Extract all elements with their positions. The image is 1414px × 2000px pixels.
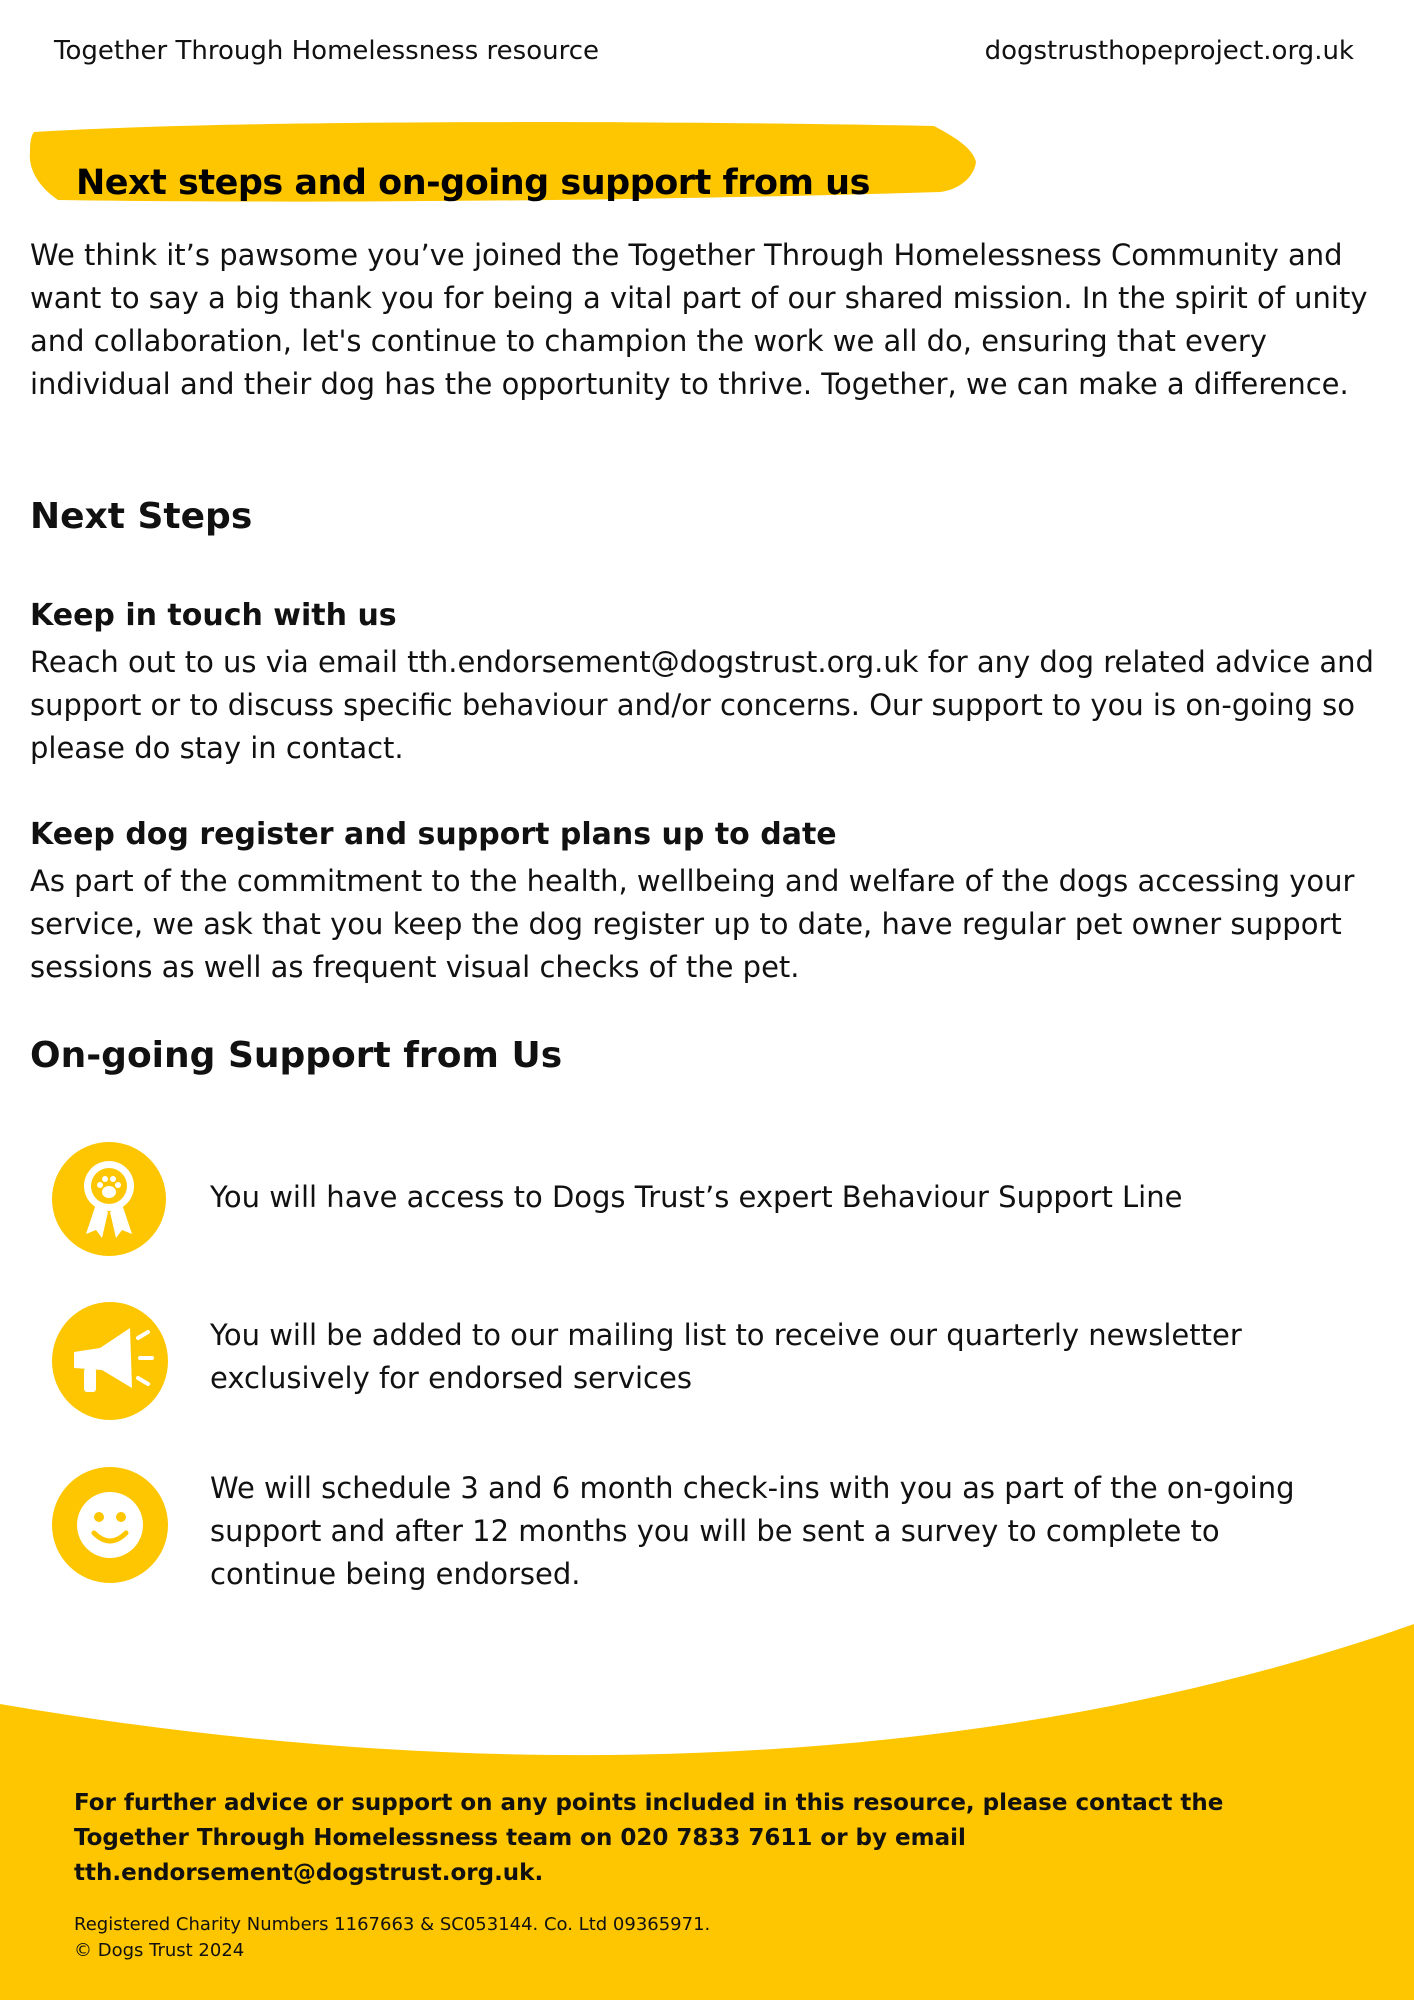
footer-legal-info: [74, 1912, 710, 1964]
dog-register-heading: Keep dog register and support plans up to date: [30, 817, 837, 852]
charity-registration-text: Registered Charity Numbers 1167663 & SC053144. Co. Ltd 09365971.: [74, 1914, 711, 1935]
support-text-behaviour-line: You will have access to Dogs Trust’s expert Behaviour Support Line: [210, 1180, 1183, 1214]
support-text-mailing-list: You will be added to our mailing list to receive our quarterly newsletter exclusively for endorsed services: [210, 1318, 1242, 1395]
header-website-link[interactable]: dogstrusthopeproject.org.uk: [984, 36, 1354, 66]
keep-in-touch-text: Reach out to us via email tth.endorsement@dogstrust.org.uk for any dog related advice and support or to discuss specific behaviour and/or concerns. Our support to you is on-going so please do stay in contact.: [30, 645, 1374, 765]
megaphone-icon: [52, 1302, 168, 1420]
keep-in-touch-heading: Keep in touch with us: [30, 598, 397, 633]
smiley-face-icon: [52, 1467, 168, 1583]
ongoing-support-heading: On-going Support from Us: [30, 1035, 563, 1076]
award-rosette-paw-icon: [52, 1142, 166, 1256]
footer-contact-info: For further advice or support on any points included in this resource, please contact the Together Through Homelessness team on 020 7833 7611 or by email tth.endorsement@dogstrust.org.uk.: [74, 1790, 1224, 1886]
page-title: Next steps and on-going support from us: [76, 163, 870, 204]
intro-paragraph: We think it’s pawsome you’ve joined the Together Through Homelessness Community and want to say a big thank you for being a vital part of our shared mission. In the spirit of unity and collaboration, let's continue to champion the work we all do, ensuring that every individual and their dog has the opportunity to thrive. Together, we can make a difference.: [30, 238, 1368, 401]
header-resource-title: Together Through Homelessness resource: [54, 36, 599, 66]
support-text-check-ins: We will schedule 3 and 6 month check-ins with you as part of the on-going support and after 12 months you will be sent a survey to complete to continue being endorsed.: [210, 1471, 1295, 1591]
dog-register-text: As part of the commitment to the health, wellbeing and welfare of the dogs accessing your service, we ask that you keep the dog register up to date, have regular pet owner support sessions as well as frequent visual checks of the pet.: [30, 864, 1355, 984]
title-banner: [28, 118, 980, 204]
next-steps-heading: Next Steps: [30, 496, 253, 537]
copyright-text: © Dogs Trust 2024: [74, 1940, 245, 1961]
